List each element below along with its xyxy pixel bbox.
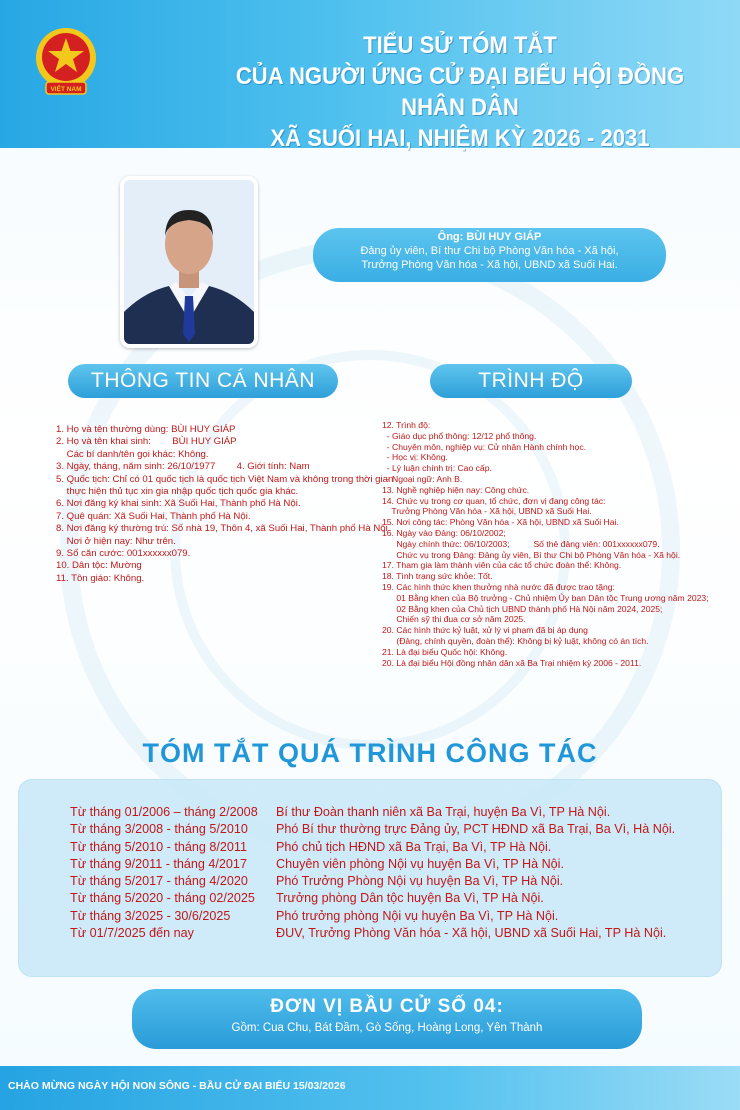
candidate-photo bbox=[120, 176, 258, 348]
work-history-row bbox=[70, 839, 730, 856]
personal-info-item: 2. Họ và tên khai sinh: BÙI HUY GIÁP bbox=[56, 436, 237, 448]
work-period: Từ tháng 5/2017 - tháng 4/2020 bbox=[70, 874, 248, 889]
electoral-unit-members: Gồm: Cua Chu, Bát Đầm, Gò Sống, Hoàng Long, Yên Thành bbox=[231, 1022, 543, 1034]
education-info-item: Chức vụ trong Đảng: Đảng ủy viên, Bí thư Chi bộ Phòng Văn hóa - Xã hội. bbox=[382, 549, 681, 560]
personal-info-item: 8. Nơi đăng ký thường trú: Số nhà 19, Thôn 4, xã Suối Hai, Thành phố Hà Nội. bbox=[56, 523, 391, 535]
work-description: Phó trưởng phòng Nội vụ huyện Ba Vì, TP Hà Nội. bbox=[276, 908, 559, 923]
personal-info-item: 3. Ngày, tháng, năm sinh: 26/10/1977 4. Giới tính: Nam bbox=[56, 461, 310, 473]
education-info-item: 17. Tham gia làm thành viên của các tổ chức đoàn thể: Không. bbox=[382, 560, 622, 571]
education-info-item: 16. Ngày vào Đảng: 06/10/2002; bbox=[382, 527, 506, 538]
work-description: Chuyên viên phòng Nội vụ huyện Ba Vì, TP Hà Nội. bbox=[276, 856, 564, 871]
education-info-item: 12. Trình độ: bbox=[382, 420, 431, 430]
education-info-item: 01 Bằng khen của Bộ trưởng - Chủ nhiệm Ủy ban Dân tộc Trung ương năm 2023; bbox=[382, 592, 709, 603]
title-line-3: XÃ SUỐI HAI, NHIỆM KỲ 2026 - 2031 bbox=[270, 125, 650, 152]
work-period: Từ tháng 3/2025 - 30/6/2025 bbox=[70, 908, 231, 923]
personal-info-item: 10. Dân tộc: Mường bbox=[56, 560, 142, 572]
personal-info-list bbox=[56, 424, 394, 585]
candidate-name-box bbox=[313, 228, 666, 282]
section-personal-info-heading: THÔNG TIN CÁ NHÂN bbox=[68, 364, 338, 398]
title-line-2: CỦA NGƯỜI ỨNG CỬ ĐẠI BIỂU HỘI ĐỒNG NHÂN DÂN bbox=[235, 63, 685, 121]
education-info-item: (Đảng, chính quyền, đoàn thể): Không bị kỷ luật, không có án tích. bbox=[382, 635, 649, 646]
education-info-list bbox=[382, 420, 732, 668]
section-education-heading: TRÌNH ĐỘ bbox=[430, 364, 632, 398]
title-line-1: TIỂU SỬ TÓM TẮT bbox=[363, 32, 557, 59]
education-info-item: 13. Nghề nghiệp hiện nay: Công chức. bbox=[382, 484, 530, 495]
work-period: Từ tháng 01/2006 – tháng 2/2008 bbox=[70, 805, 258, 819]
work-description: Trưởng phòng Dân tộc huyện Ba Vì, TP Hà Nội. bbox=[276, 891, 544, 906]
education-info-item: 20. Các hình thức kỷ luật, xử lý vi phạm đã bị áp dụng bbox=[382, 625, 588, 636]
education-info-item: 18. Tình trạng sức khỏe: Tốt. bbox=[382, 571, 493, 582]
work-description: Phó Bí thư thường trực Đảng ủy, PCT HĐND xã Ba Trại, Ba Vì, Hà Nội. bbox=[276, 822, 676, 837]
portrait-silhouette bbox=[124, 180, 254, 344]
education-info-item: 15. Nơi công tác: Phòng Văn hóa - Xã hội, UBND xã Suối Hai. bbox=[382, 517, 619, 528]
education-info-item: 20. Là đại biểu Hội đồng nhân dân xã Ba Trại nhiệm kỳ 2006 - 2011. bbox=[382, 657, 642, 668]
electoral-unit-title: ĐƠN VỊ BẦU CỬ SỐ 04: bbox=[270, 996, 504, 1017]
education-info-item: Trưởng Phòng Văn hóa - Xã hội, UBND xã Suối Hai. bbox=[382, 506, 592, 517]
work-period: Từ tháng 5/2010 - tháng 8/2011 bbox=[70, 839, 247, 854]
work-history-row bbox=[70, 873, 730, 890]
personal-info-item: thực hiện thủ tục xin gia nhập quốc tịch quốc gia khác. bbox=[56, 486, 299, 498]
personal-info-item: Các bí danh/tên gọi khác: Không. bbox=[56, 448, 209, 460]
work-period: Từ tháng 5/2020 - tháng 02/2025 bbox=[70, 891, 255, 906]
footer-banner bbox=[0, 1066, 740, 1110]
work-history-row bbox=[70, 890, 730, 907]
work-description: Phó chủ tịch HĐND xã Ba Trại, Ba Vì, TP Hà Nội. bbox=[276, 839, 552, 854]
work-history-title: TÓM TẮT QUÁ TRÌNH CÔNG TÁC bbox=[142, 738, 598, 768]
personal-info-item: Nơi ở hiện nay: Như trên. bbox=[56, 535, 176, 547]
education-info-item: - Ngoại ngữ: Anh B. bbox=[382, 473, 463, 484]
candidate-name: Ông: BÙI HUY GIÁP bbox=[437, 231, 542, 243]
work-history-row bbox=[70, 804, 730, 821]
education-info-item: 21. Là đại biểu Quốc hội: Không. bbox=[382, 646, 508, 657]
personal-info-item: 5. Quốc tịch: Chỉ có 01 quốc tịch là quốc tịch Việt Nam và không trong thời gian bbox=[56, 473, 394, 485]
education-info-item: - Giáo dục phổ thông: 12/12 phổ thông. bbox=[382, 430, 537, 441]
personal-info-item: 7. Quê quán: Xã Suối Hai, Thành phố Hà Nội. bbox=[56, 510, 251, 522]
education-info-item: Ngày chính thức: 06/10/2003; Số thẻ đảng viên: 001xxxxxx079. bbox=[382, 538, 660, 549]
footer-slogan: CHÀO MỪNG NGÀY HỘI NON SÔNG - BẦU CỬ ĐẠI BIỂU 15/03/2026 bbox=[8, 1080, 346, 1092]
emblem-label: VIỆT NAM bbox=[50, 86, 82, 93]
education-info-item: - Học vị: Không. bbox=[382, 452, 448, 463]
national-emblem-icon bbox=[34, 24, 98, 108]
personal-info-item: 11. Tôn giáo: Không. bbox=[56, 572, 145, 584]
work-history-row bbox=[70, 925, 730, 942]
personal-info-item: 9. Số căn cước: 001xxxxxx079. bbox=[56, 548, 191, 560]
work-history-list bbox=[70, 804, 730, 942]
candidate-role-line-2: Trưởng Phòng Văn hóa - Xã hội, UBND xã Suối Hai. bbox=[361, 259, 618, 271]
personal-info-item: 6. Nơi đăng ký khai sinh: Xã Suối Hai, Thành phố Hà Nội. bbox=[56, 498, 301, 510]
candidate-role-line-1: Đảng ủy viên, Bí thư Chi bộ Phòng Văn hóa - Xã hội, bbox=[360, 245, 619, 257]
work-period: Từ 01/7/2025 đến nay bbox=[70, 926, 194, 941]
education-info-item: - Lý luận chính trị: Cao cấp. bbox=[382, 463, 492, 474]
electoral-unit-box bbox=[132, 989, 642, 1049]
education-info-item: Chiến sỹ thi đua cơ sở năm 2025. bbox=[382, 614, 526, 625]
personal-info-item: 1. Họ và tên thường dùng: BÙI HUY GIÁP bbox=[56, 424, 236, 435]
education-info-item: 19. Các hình thức khen thưởng nhà nước đã được trao tặng: bbox=[382, 581, 615, 592]
work-history-row bbox=[70, 908, 730, 925]
work-period: Từ tháng 9/2011 - tháng 4/2017 bbox=[70, 856, 247, 871]
education-info-item: 14. Chức vụ trong cơ quan, tổ chức, đơn vị đang công tác: bbox=[382, 495, 606, 506]
header-banner bbox=[0, 0, 740, 152]
work-period: Từ tháng 3/2008 - tháng 5/2010 bbox=[70, 822, 248, 837]
work-description: ĐUV, Trưởng Phòng Văn hóa - Xã hội, UBND xã Suối Hai, TP Hà Nội. bbox=[276, 926, 667, 941]
work-description: Phó Trưởng Phòng Nội vụ huyện Ba Vì, TP Hà Nội. bbox=[276, 874, 564, 889]
education-info-item: 02 Bằng khen của Chủ tịch UBND thành phố Hà Nội năm 2024, 2025; bbox=[382, 603, 663, 614]
education-info-item: - Chuyên môn, nghiệp vụ: Cử nhân Hành chính học. bbox=[382, 441, 587, 452]
work-history-row bbox=[70, 821, 730, 838]
work-history-row bbox=[70, 856, 730, 873]
work-description: Bí thư Đoàn thanh niên xã Ba Trại, huyện Ba Vì, TP Hà Nội. bbox=[276, 805, 611, 819]
document-title bbox=[180, 30, 740, 154]
